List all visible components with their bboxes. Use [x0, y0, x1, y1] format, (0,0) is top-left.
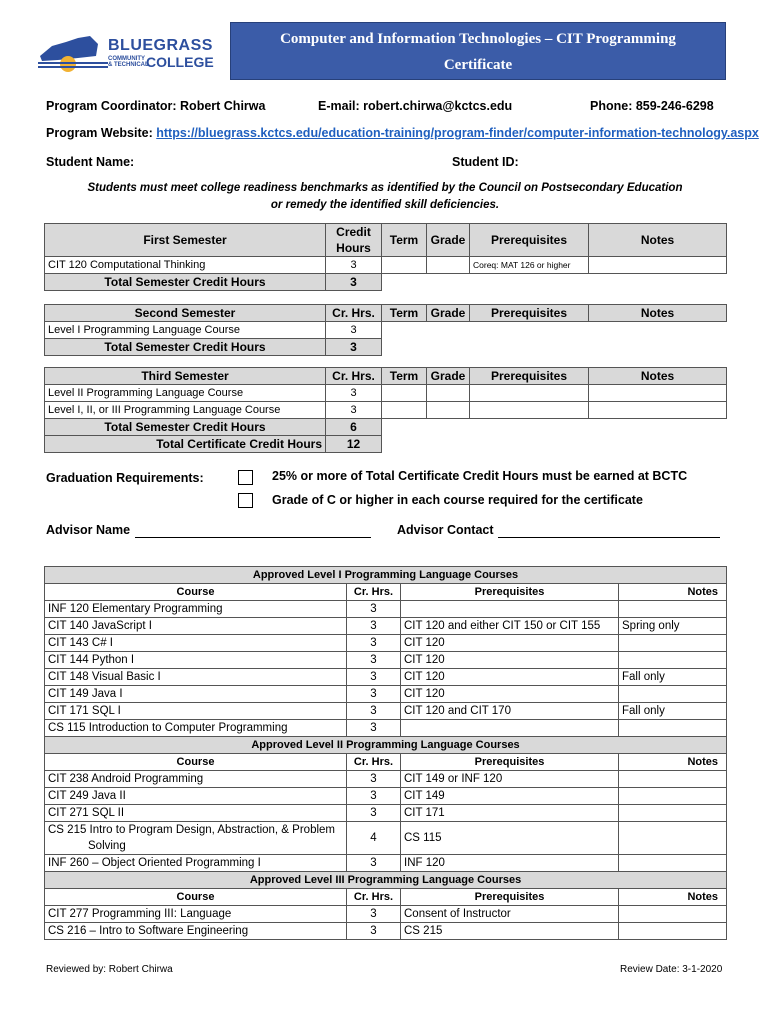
college-logo	[38, 34, 214, 74]
term-header: Term	[382, 224, 427, 257]
review-date: Review Date: 3-1-2020	[620, 964, 723, 975]
grade-header: Grade	[427, 368, 470, 385]
certificate-total-label: Total Certificate Credit Hours	[45, 436, 326, 453]
credit-hours-header: Cr. Hrs.	[326, 368, 382, 385]
requirement-1-checkbox[interactable]	[238, 470, 253, 485]
table-header	[45, 305, 727, 322]
grade-cell[interactable]	[427, 385, 470, 402]
logo-text-small: COMMUNITY & TECHNICAL	[108, 56, 149, 68]
program-title: Computer and Information Technologies – CIT Programming	[280, 31, 676, 47]
notes-header: Notes	[589, 368, 727, 385]
table-row: CIT 171 SQL I 3 CIT 120 and CIT 170 Fall only	[45, 703, 727, 720]
graduation-label: Graduation Requirements:	[46, 471, 204, 485]
table-row	[45, 402, 727, 419]
level-2-title: Approved Level II Programming Language Courses	[45, 737, 727, 754]
prereq-cell: Coreq: MAT 126 or higher	[470, 257, 589, 274]
notes-cell[interactable]	[589, 257, 727, 274]
logo-text-college: COLLEGE	[146, 54, 214, 70]
program-coordinator: Program Coordinator: Robert Chirwa	[46, 99, 266, 113]
coordinator-email: E-mail: robert.chirwa@kctcs.edu	[318, 99, 513, 113]
approved-courses-table	[44, 566, 727, 940]
table-row: CIT 277 Programming III: Language 3 Consent of Instructor	[45, 906, 727, 923]
notes-cell[interactable]	[589, 402, 727, 419]
table-row	[45, 385, 727, 402]
notes-cell[interactable]	[589, 385, 727, 402]
requirement-2-text: Grade of C or higher in each course required for the certificate	[272, 493, 643, 507]
prereq-header: Prerequisites	[470, 368, 589, 385]
certificate-total-row	[45, 436, 727, 453]
grade-cell[interactable]	[427, 257, 470, 274]
total-value: 3	[326, 274, 382, 291]
course-cell: Level II Programming Language Course	[45, 385, 326, 402]
table-row: CIT 143 C# I 3 CIT 120	[45, 635, 727, 652]
term-header: Term	[382, 305, 427, 322]
program-website	[46, 126, 759, 140]
grade-cell[interactable]	[427, 402, 470, 419]
total-label: Total Semester Credit Hours	[45, 339, 326, 356]
level-1-title: Approved Level I Programming Language Courses	[45, 567, 727, 584]
coordinator-phone: Phone: 859-246-6298	[590, 99, 714, 113]
level-3-title: Approved Level III Programming Language Courses	[45, 872, 727, 889]
table-row	[45, 322, 727, 339]
prereq-header: Prerequisites	[470, 224, 589, 257]
reviewed-by: Reviewed by: Robert Chirwa	[46, 964, 173, 975]
program-subtitle: Certificate	[443, 57, 513, 73]
course-cell: Level I Programming Language Course	[45, 322, 326, 339]
table-row	[45, 257, 727, 274]
level-3-title-row	[45, 872, 727, 889]
readiness-notice: Students must meet college readiness benchmarks as identified by the Council on Postsecondary Education or remedy the identified skill deficiencies.	[87, 182, 683, 211]
requirement-2-checkbox[interactable]	[238, 493, 253, 508]
table-row: CIT 140 JavaScript I 3 CIT 120 and either CIT 150 or CIT 155 Spring only	[45, 618, 727, 635]
table-row: CIT 238 Android Programming 3 CIT 149 or INF 120	[45, 771, 727, 788]
total-label: Total Semester Credit Hours	[45, 419, 326, 436]
level-2-title-row	[45, 737, 727, 754]
table-row: CS 216 – Intro to Software Engineering 3 CS 215	[45, 923, 727, 940]
column-header-row: Course Cr. Hrs. Prerequisites Notes	[45, 584, 727, 601]
table-row: CIT 148 Visual Basic I 3 CIT 120 Fall only	[45, 669, 727, 686]
total-row	[45, 274, 727, 291]
term-header: Term	[382, 368, 427, 385]
table-row: CS 215 Intro to Program Design, Abstraction, & Problem Solving 4 CS 115	[45, 822, 727, 855]
grade-header: Grade	[427, 305, 470, 322]
table-row: CIT 149 Java I 3 CIT 120	[45, 686, 727, 703]
advisor-name-label: Advisor Name	[46, 523, 131, 537]
first-semester-table	[44, 223, 727, 291]
kentucky-logo-icon	[38, 34, 108, 74]
semester-name: Third Semester	[45, 368, 326, 385]
total-row	[45, 339, 727, 356]
table-row: INF 120 Elementary Programming 3	[45, 601, 727, 618]
table-row: CS 115 Introduction to Computer Programming 3	[45, 720, 727, 737]
student-name-label: Student Name:	[46, 155, 135, 169]
student-id-label: Student ID:	[452, 155, 519, 169]
certificate-total-value: 12	[326, 436, 382, 453]
table-header	[45, 224, 727, 257]
total-value: 6	[326, 419, 382, 436]
hours-cell: 3	[326, 402, 382, 419]
credit-hours-header: Credit Hours	[326, 224, 382, 257]
course-cell: CIT 120 Computational Thinking	[45, 257, 326, 274]
requirement-1-text: 25% or more of Total Certificate Credit Hours must be earned at BCTC	[272, 469, 688, 483]
table-row: CIT 249 Java II 3 CIT 149	[45, 788, 727, 805]
total-value: 3	[326, 339, 382, 356]
prereq-header: Prerequisites	[470, 305, 589, 322]
semester-name: First Semester	[45, 224, 326, 257]
total-row	[45, 419, 727, 436]
term-cell[interactable]	[382, 257, 427, 274]
hours-cell: 3	[326, 385, 382, 402]
column-header-row: Course Cr. Hrs. Prerequisites Notes	[45, 754, 727, 771]
prereq-cell	[470, 402, 589, 419]
website-label: Program Website:	[46, 126, 153, 140]
third-semester-table	[44, 367, 727, 453]
prereq-cell	[470, 385, 589, 402]
hours-cell: 3	[326, 257, 382, 274]
table-row: CIT 144 Python I 3 CIT 120	[45, 652, 727, 669]
advisor-name-line[interactable]	[135, 536, 371, 538]
column-header-row: Course Cr. Hrs. Prerequisites Notes	[45, 889, 727, 906]
advisor-contact-line[interactable]	[498, 536, 720, 538]
term-cell[interactable]	[382, 385, 427, 402]
website-link[interactable]: https://bluegrass.kctcs.edu/education-training/program-finder/computer-information-technology.aspx	[156, 126, 759, 140]
grade-header: Grade	[427, 224, 470, 257]
total-label: Total Semester Credit Hours	[45, 274, 326, 291]
table-row: CIT 271 SQL II 3 CIT 171	[45, 805, 727, 822]
notes-header: Notes	[589, 305, 727, 322]
table-header	[45, 368, 727, 385]
hours-cell: 3	[326, 322, 382, 339]
term-cell[interactable]	[382, 402, 427, 419]
second-semester-table	[44, 304, 727, 356]
level-1-title-row	[45, 567, 727, 584]
course-cell: Level I, II, or III Programming Language Course	[45, 402, 326, 419]
table-row: INF 260 – Object Oriented Programming I 3 INF 120	[45, 855, 727, 872]
advisor-contact-label: Advisor Contact	[397, 523, 494, 537]
credit-hours-header: Cr. Hrs.	[326, 305, 382, 322]
notes-header: Notes	[589, 224, 727, 257]
logo-text-bluegrass: BLUEGRASS	[108, 37, 213, 54]
semester-name: Second Semester	[45, 305, 326, 322]
program-title-banner	[230, 22, 726, 80]
